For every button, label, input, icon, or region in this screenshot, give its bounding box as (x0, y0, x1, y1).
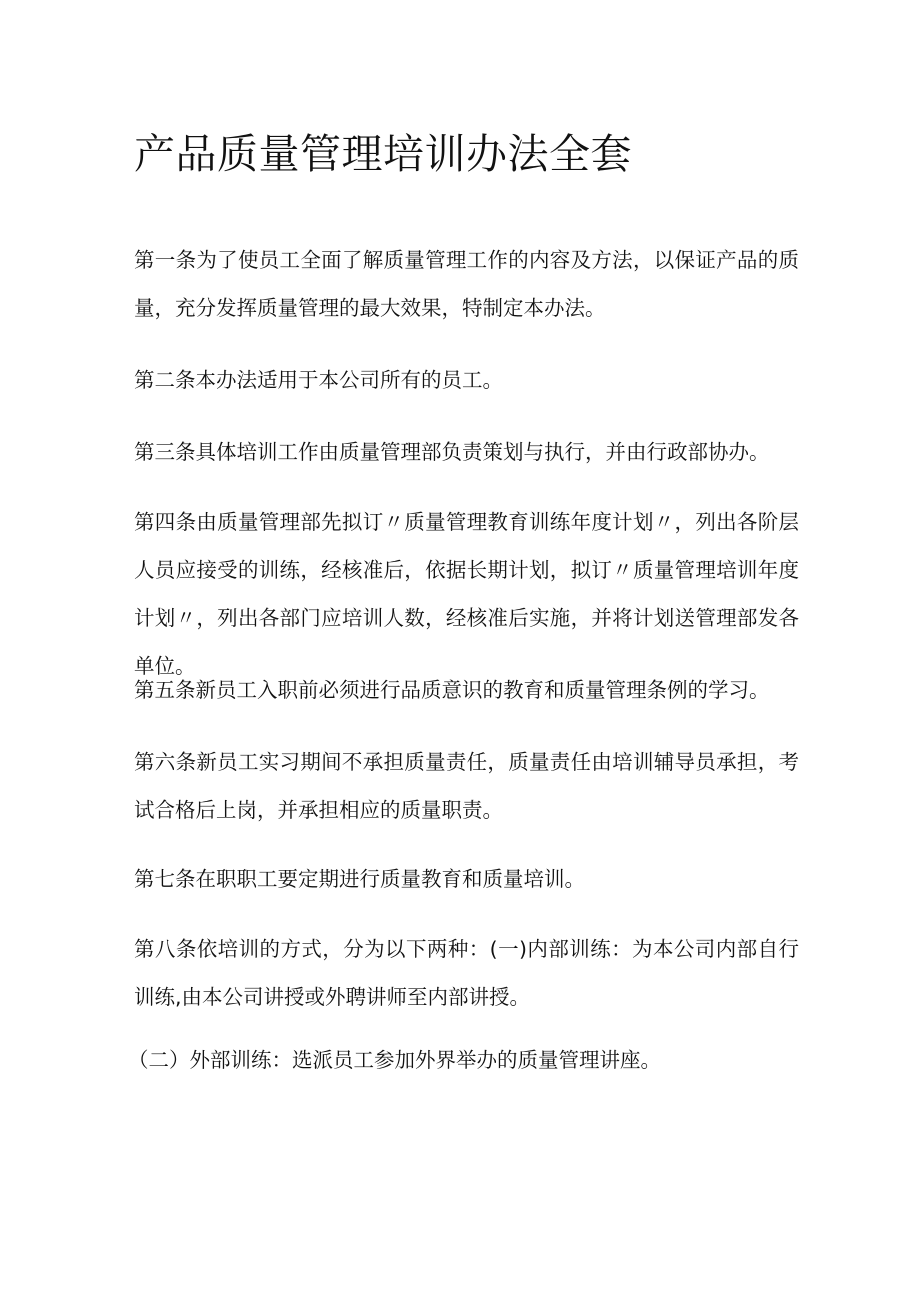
document-title: 产品质量管理培训办法全套 (134, 130, 632, 178)
article-6-paragraph: 第六条新员工实习期间不承担质量责任，质量责任由培训辅导员承担，考试合格后上岗，并承担相应的质量职责。 (134, 750, 799, 822)
article-1-paragraph: 第一条为了使员工全面了解质量管理工作的内容及方法，以保证产品的质量，充分发挥质量管理的最大效果，特制定本办法。 (134, 248, 799, 320)
article-4-paragraph: 第四条由质量管理部先拟订〃质量管理教育训练年度计划〃，列出各阶层人员应接受的训练，经核准后，依据长期计划，拟订〃质量管理培训年度计划〃，列出各部门应培训人数，经核准后实施，并将计划送管理部发各单位。 (134, 510, 799, 678)
article-8-paragraph: 第八条依培训的方式，分为以下两种：(一)内部训练：为本公司内部自行训练,由本公司讲授或外聘讲师至内部讲授。 (134, 937, 799, 1009)
external-training-paragraph: （二）外部训练：选派员工参加外界举办的质量管理讲座。 (128, 1048, 661, 1072)
article-3-paragraph: 第三条具体培训工作由质量管理部负责策划与执行，并由行政部协办。 (134, 440, 770, 464)
article-2-paragraph: 第二条本办法适用于本公司所有的员工。 (134, 368, 503, 392)
article-5-paragraph: 第五条新员工入职前必须进行品质意识的教育和质量管理条例的学习。 (134, 678, 770, 702)
article-7-paragraph: 第七条在职职工要定期进行质量教育和质量培训。 (134, 867, 585, 891)
